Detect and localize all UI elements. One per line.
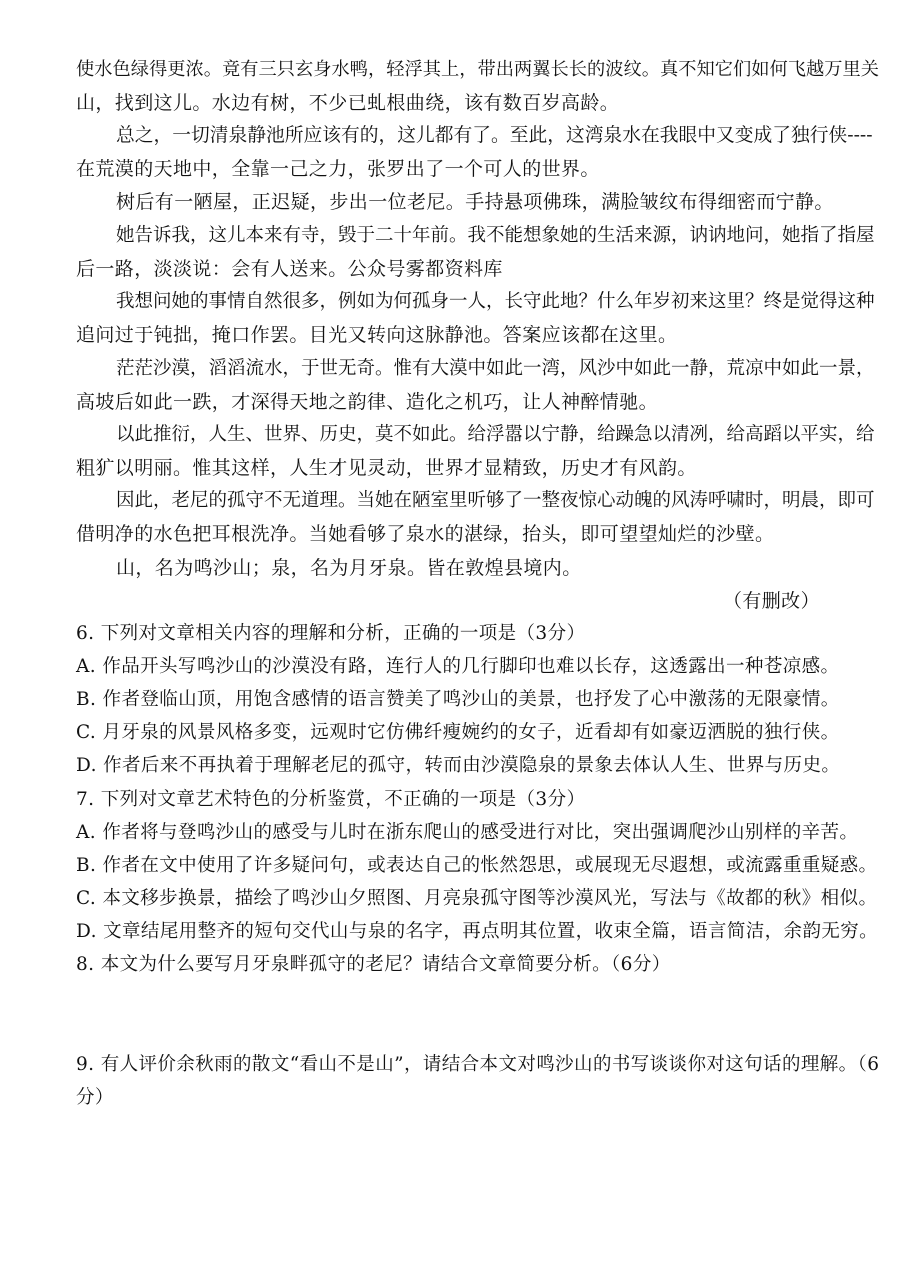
passage-line: 山，找到这儿。水边有树，不少已虬根曲绕，该有数百岁高龄。 [76, 92, 620, 114]
passage-paragraph: 我想问她的事情自然很多，例如为何孤身一人，长守此地？什么年岁初来这里？终是觉得这种 [116, 291, 875, 312]
source-note: （有删改） [722, 590, 820, 612]
question-7-option-a: A. 作者将与登鸣沙山的感受与儿时在浙东爬山的感受进行对比，突出强调爬沙山别样的辛苦。 [76, 822, 859, 843]
question-7-option-c: C. 本文移步换景，描绘了鸣沙山夕照图、月亮泉孤守图等沙漠风光，写法与《故都的秋》相似。 [76, 888, 878, 909]
question-7-stem: 7. 下列对文章艺术特色的分析鉴赏，不正确的一项是（3分） [76, 789, 586, 810]
passage-line: 高坡后如此一跌，才深得天地之韵律、造化之机巧，让人神醉情驰。 [76, 391, 659, 413]
question-9-stem: 9. 有人评价余秋雨的散文“看山不是山”，请结合本文对鸣沙山的书写谈谈你对这句话的理解。（6 [76, 1054, 880, 1075]
passage-line: 借明净的水色把耳根洗净。当她看够了泉水的湛绿，抬头，即可望望灿烂的沙壁。 [76, 523, 775, 545]
passage-paragraph: 她告诉我，这儿本来有寺，毁于二十年前。我不能想象她的生活来源，讷讷地问，她指了指屋 [116, 225, 875, 246]
question-8-stem: 8. 本文为什么要写月牙泉畔孤守的老尼？请结合文章简要分析。（6分） [76, 954, 671, 975]
question-6-option-a: A. 作品开头写鸣沙山的沙漠没有路，连行人的几行脚印也难以长存，这透露出一种苍凉感。 [76, 656, 840, 677]
question-6-option-b: B. 作者登临山顶，用饱含感情的语言赞美了鸣沙山的美景，也抒发了心中激荡的无限豪情。 [76, 689, 840, 710]
passage-line: 追问过于钝拙，掩口作罢。目光又转向这脉静池。答案应该都在这里。 [76, 324, 678, 346]
passage-line: 在荒漠的天地中，全靠一己之力，张罗出了一个可人的世界。 [76, 158, 600, 180]
passage-paragraph: 树后有一陋屋，正迟疑，步出一位老尼。手持悬项佛珠，满脸皱纹布得细密而宁静。 [116, 191, 834, 213]
passage-paragraph: 总之，一切清泉静池所应该有的，这儿都有了。至此，这湾泉水在我眼中又变成了独行侠---- [116, 125, 873, 146]
passage-paragraph: 山，名为鸣沙山；泉，名为月牙泉。皆在敦煌县境内。 [116, 557, 582, 579]
passage-paragraph: 以此推衍，人生、世界、历史，莫不如此。给浮嚣以宁静，给躁急以清冽，给高蹈以平实，给 [116, 424, 875, 445]
passage-paragraph: 茫茫沙漠，滔滔流水，于世无奇。惟有大漠中如此一湾，风沙中如此一静，荒凉中如此一景， [116, 358, 875, 379]
passage-line: 粗犷以明丽。惟其这样，人生才见灵动，世界才显精致，历史才有风韵。 [76, 457, 697, 479]
passage-line: 后一路，淡淡说：会有人送来。公众号雾都资料库 [76, 258, 503, 280]
question-7-option-d: D. 文章结尾用整齐的短句交代山与泉的名字，再点明其位置，收束全篇，语言简洁，余韵无穷。 [76, 921, 879, 942]
passage-paragraph: 因此，老尼的孤守不无道理。当她在陋室里听够了一整夜惊心动魄的风涛呼啸时，明晨，即可 [116, 490, 875, 511]
question-7-option-b: B. 作者在文中使用了许多疑问句，或表达自己的怅然怨思，或展现无尽遐想，或流露重重疑惑。 [76, 855, 878, 876]
question-6-option-d: D. 作者后来不再执着于理解老尼的孤守，转而由沙漠隐泉的景象去体认人生、世界与历史。 [76, 755, 841, 776]
question-6-option-c: C. 月牙泉的风景风格多变，远观时它仿佛纤瘦婉约的女子，近看却有如豪迈洒脱的独行侠。 [76, 722, 840, 743]
question-6-stem: 6. 下列对文章相关内容的理解和分析，正确的一项是（3分） [76, 623, 586, 644]
question-9-stem-cont: 分） [76, 1087, 114, 1108]
passage-line: 使水色绿得更浓。竟有三只玄身水鸭，轻浮其上，带出两翼长长的波纹。真不知它们如何飞越万里关 [76, 59, 879, 80]
